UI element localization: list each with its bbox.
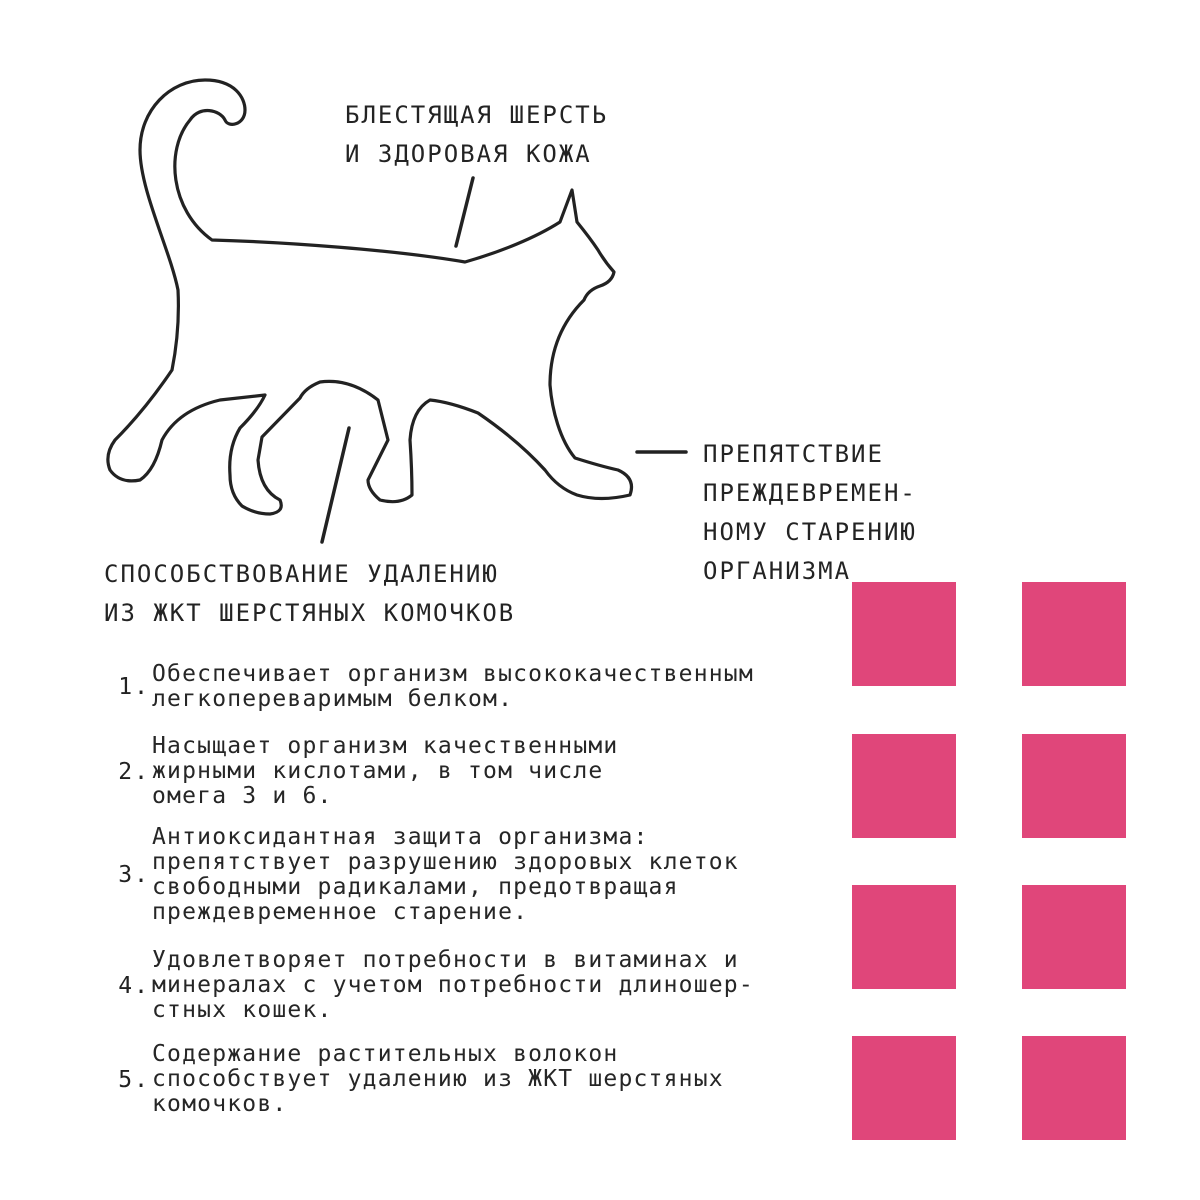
callout-pointer-coat: [456, 178, 473, 246]
benefit-item-1: [100, 662, 754, 712]
accent-square: [1022, 734, 1126, 838]
callout-anti-aging: ПРЕПЯТСТВИЕ ПРЕЖДЕВРЕМЕН- НОМУ СТАРЕНИЮ ОРГАНИЗМА: [703, 440, 917, 585]
callout-pointer-hairballs: [322, 428, 349, 542]
benefit-number: 2.: [118, 758, 150, 785]
benefit-text: Обеспечивает организм высококачественным легкопереваримым белком.: [152, 661, 754, 712]
benefit-text: Антиоксидантная защита организма: препятствует разрушению здоровых клеток свободными радикалами, предотвращая преждевременное старение.: [152, 824, 739, 925]
benefit-number: 1.: [118, 674, 150, 700]
accent-square: [1022, 1036, 1126, 1140]
callout-shiny-coat: БЛЕСТЯЩАЯ ШЕРСТЬ И ЗДОРОВАЯ КОЖА: [345, 101, 609, 168]
accent-square: [852, 1036, 956, 1140]
benefit-number: 4.: [118, 972, 150, 999]
benefit-item-4: [100, 948, 754, 1023]
benefit-text: Насыщает организм качественными жирными кислотами, в том числе омега 3 и 6.: [152, 733, 619, 809]
benefit-number: 3.: [118, 862, 150, 888]
accent-square: [852, 582, 956, 686]
benefit-text: Содержание растительных волокон способствует удалению из ЖКТ шерстяных комочков.: [152, 1041, 724, 1117]
benefit-item-2: [100, 734, 618, 809]
accent-square: [1022, 582, 1126, 686]
benefit-item-5: [100, 1042, 724, 1117]
accent-square: [1022, 885, 1126, 989]
benefit-text: Удовлетворяет потребности в витаминах и минералах с учетом потребности длиношер- стных кошек.: [152, 947, 754, 1023]
benefit-number: 5.: [118, 1066, 150, 1093]
benefit-item-3: [100, 825, 739, 925]
accent-square: [852, 885, 956, 989]
accent-square: [852, 734, 956, 838]
callout-hairball-removal: СПОСОБСТВОВАНИЕ УДАЛЕНИЮ ИЗ ЖКТ ШЕРСТЯНЫХ КОМОЧКОВ: [104, 560, 516, 627]
